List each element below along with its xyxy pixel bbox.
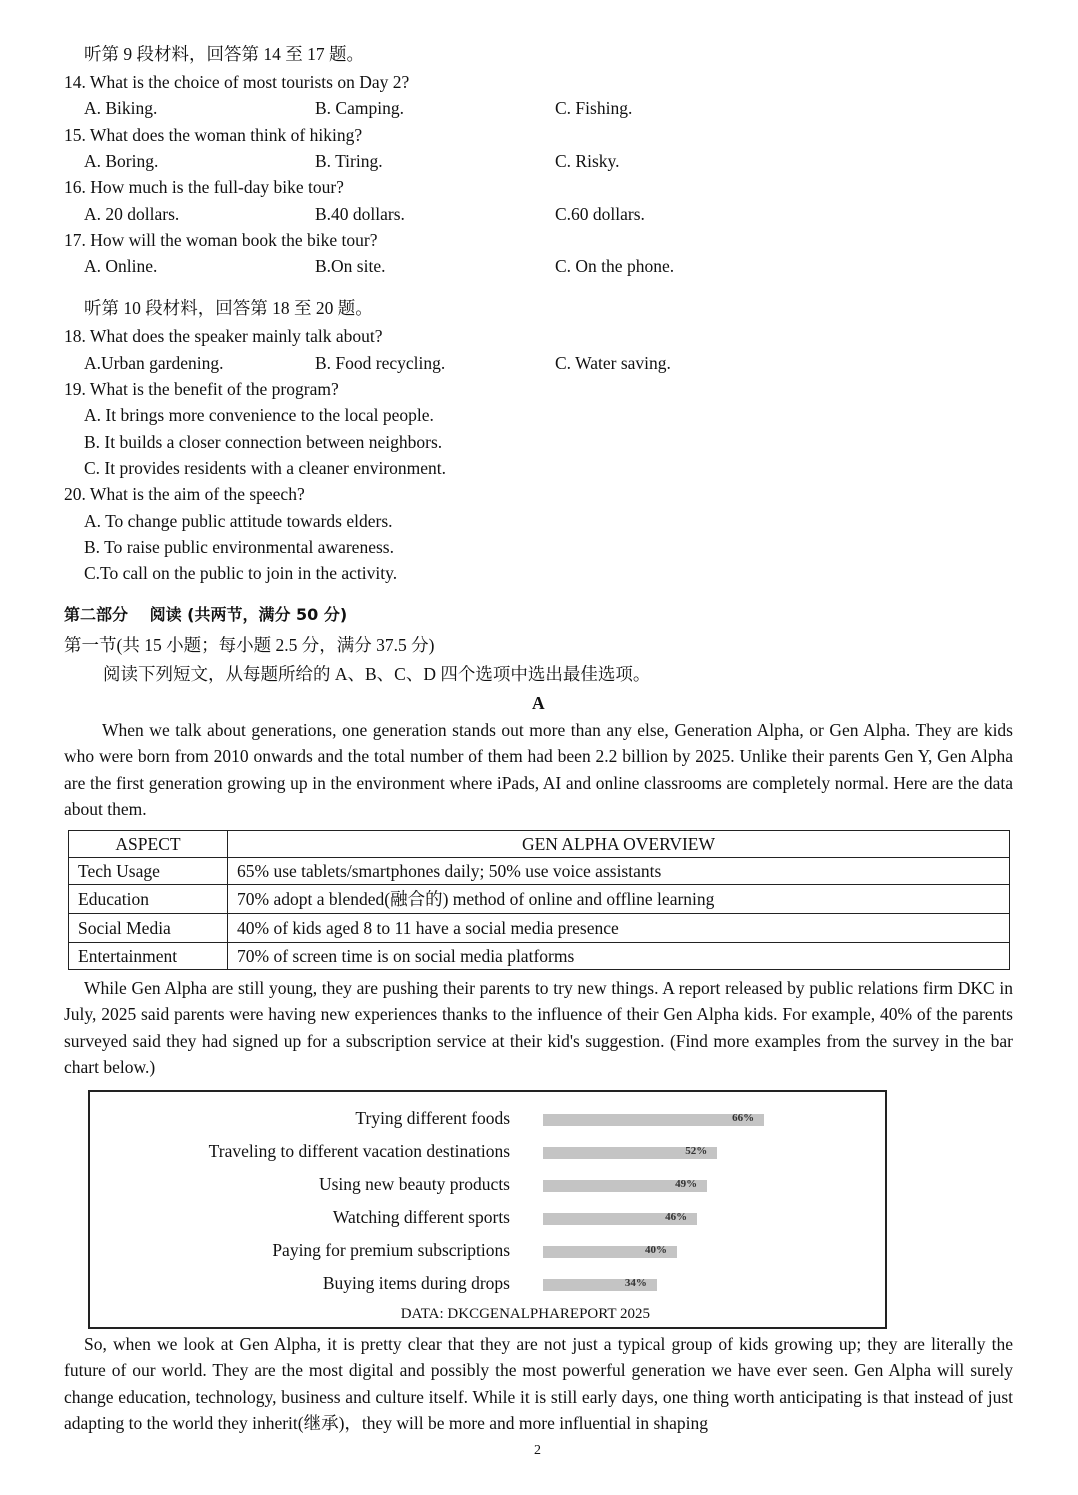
bar-value-label: 49% <box>675 1178 698 1190</box>
option: A. Biking. <box>84 98 158 119</box>
bar-label: Paying for premium subscriptions <box>272 1240 510 1260</box>
gen-alpha-table <box>68 830 1010 970</box>
option: C.To call on the public to join in the activity. <box>84 563 398 584</box>
table-header: ASPECT <box>69 831 228 858</box>
table-header: GEN ALPHA OVERVIEW <box>228 831 1010 858</box>
option: B. Food recycling. <box>315 352 446 373</box>
option: A. Boring. <box>84 150 159 171</box>
bar-label: Using new beauty products <box>318 1174 510 1194</box>
bar-label: Trying different foods <box>355 1108 510 1128</box>
table-row <box>69 858 1010 885</box>
bar-value-label: 40% <box>645 1244 667 1256</box>
table-cell: Entertainment <box>69 943 228 970</box>
question: 17. How will the woman book the bike tour? <box>64 229 378 250</box>
page-number: 2 <box>534 1443 541 1458</box>
bar-value-label: 46% <box>665 1211 688 1223</box>
question: 19. What is the benefit of the program? <box>64 379 339 399</box>
option: C.60 dollars. <box>555 203 645 224</box>
table-cell: Education <box>69 885 228 914</box>
bar-label: Watching different sports <box>332 1207 510 1227</box>
table-cell: Social Media <box>69 914 228 943</box>
section-heading: 听第 10 段材料，回答第 18 至 20 题。 <box>84 298 373 319</box>
table-header-row <box>69 831 1010 858</box>
option: C. Water saving. <box>555 352 671 373</box>
option: C. Risky. <box>555 150 620 171</box>
paragraph-1 <box>64 717 1013 822</box>
option: B. It builds a closer connection between neighbors. <box>84 431 443 452</box>
table-cell: 70% of screen time is on social media platforms <box>228 943 1010 970</box>
question: 16. How much is the full-day bike tour? <box>64 177 344 198</box>
option: A.Urban gardening. <box>84 352 224 373</box>
bar-label: Traveling to different vacation destinations <box>208 1141 510 1161</box>
paragraph-text: While Gen Alpha are still young, they are pushing their parents to try new things. A report released by public relations firm DKC in July, 2025 said parents were having new experiences thanks to the influence of their Gen Alpha kids. For example, 40% of the parents surveyed said they had signed up for a subscription service at their kid's suggestion. (Find more examples from the survey in the bar chart below.) <box>64 978 1013 1077</box>
option: A. To change public attitude towards elders. <box>84 510 393 531</box>
option: B.On site. <box>315 256 386 277</box>
table-cell: 65% use tablets/smartphones daily; 50% use voice assistants <box>228 858 1010 885</box>
option: C. It provides residents with a cleaner environment. <box>84 457 447 478</box>
question: 15. What does the woman think of hiking? <box>64 124 363 145</box>
paragraph-text: So, when we look at Gen Alpha, it is pretty clear that they are not just a typical group of kids growing up; they are literally the future of our world. They are the most digital and possibly the most powerful generation we have ever seen. Gen Alpha will surely change education, technology, business and culture itself. While it is still early days, one thing worth anticipating is that instead of just adapting to the world they inherit(继承)，they will be more and more influential in shaping <box>64 1334 1013 1433</box>
option: A. 20 dollars. <box>84 203 180 224</box>
option: A. It brings more convenience to the local people. <box>84 405 434 426</box>
paragraph-text: When we talk about generations, one generation stands out more than any else, Generation Alpha, or Gen Alpha. They are kids who were born from 2010 onwards and the total number of them had been 2.2 billion by 2025. Unlike their parents Gen Y, Gen Alpha are the first generation growing up in the environment where iPads, AI and online classrooms are completely normal. Here are the data about them. <box>64 720 1013 819</box>
option: B. Camping. <box>315 98 404 119</box>
bar <box>543 1114 764 1126</box>
table-cell: Tech Usage <box>69 858 228 885</box>
bar-value-label: 52% <box>685 1145 708 1157</box>
option: B. Tiring. <box>315 150 383 171</box>
table-cell: 40% of kids aged 8 to 11 have a social media presence <box>228 914 1010 943</box>
option: C. Fishing. <box>555 98 633 119</box>
question: 20. What is the aim of the speech? <box>64 484 305 505</box>
table-cell: 70% adopt a blended(融合的) method of online and offline learning <box>228 885 1010 914</box>
table-row <box>69 885 1010 914</box>
paragraph-3 <box>64 1331 1013 1436</box>
question: 18. What does the speaker mainly talk about? <box>64 326 383 347</box>
table-row <box>69 914 1010 943</box>
bar-label: Buying items during drops <box>322 1273 510 1293</box>
section-heading: 听第 9 段材料，回答第 14 至 17 题。 <box>84 44 364 64</box>
bar-value-label: 66% <box>732 1112 755 1124</box>
chart-source: DATA: DKCGENALPHAREPORT 2025 <box>400 1306 650 1322</box>
question: 14. What is the choice of most tourists on Day 2? <box>64 72 410 92</box>
bar-chart <box>88 1090 887 1329</box>
table-row <box>69 943 1010 970</box>
passage-label: A <box>532 693 545 713</box>
option: B. To raise public environmental awareness. <box>84 536 394 557</box>
option: A. Online. <box>84 256 158 277</box>
section-title: 第一节(共 15 小题；每小题 2.5 分，满分 37.5 分) <box>64 635 435 655</box>
paragraph-2 <box>64 975 1013 1080</box>
bar-value-label: 34% <box>624 1277 647 1289</box>
part2-title: 第二部分 阅读 (共两节，满分 50 分) <box>64 605 348 624</box>
option: B.40 dollars. <box>315 203 405 224</box>
option: C. On the phone. <box>555 256 675 277</box>
instruction: 阅读下列短文，从每题所给的 A、B、C、D 四个选项中选出最佳选项。 <box>103 664 651 684</box>
